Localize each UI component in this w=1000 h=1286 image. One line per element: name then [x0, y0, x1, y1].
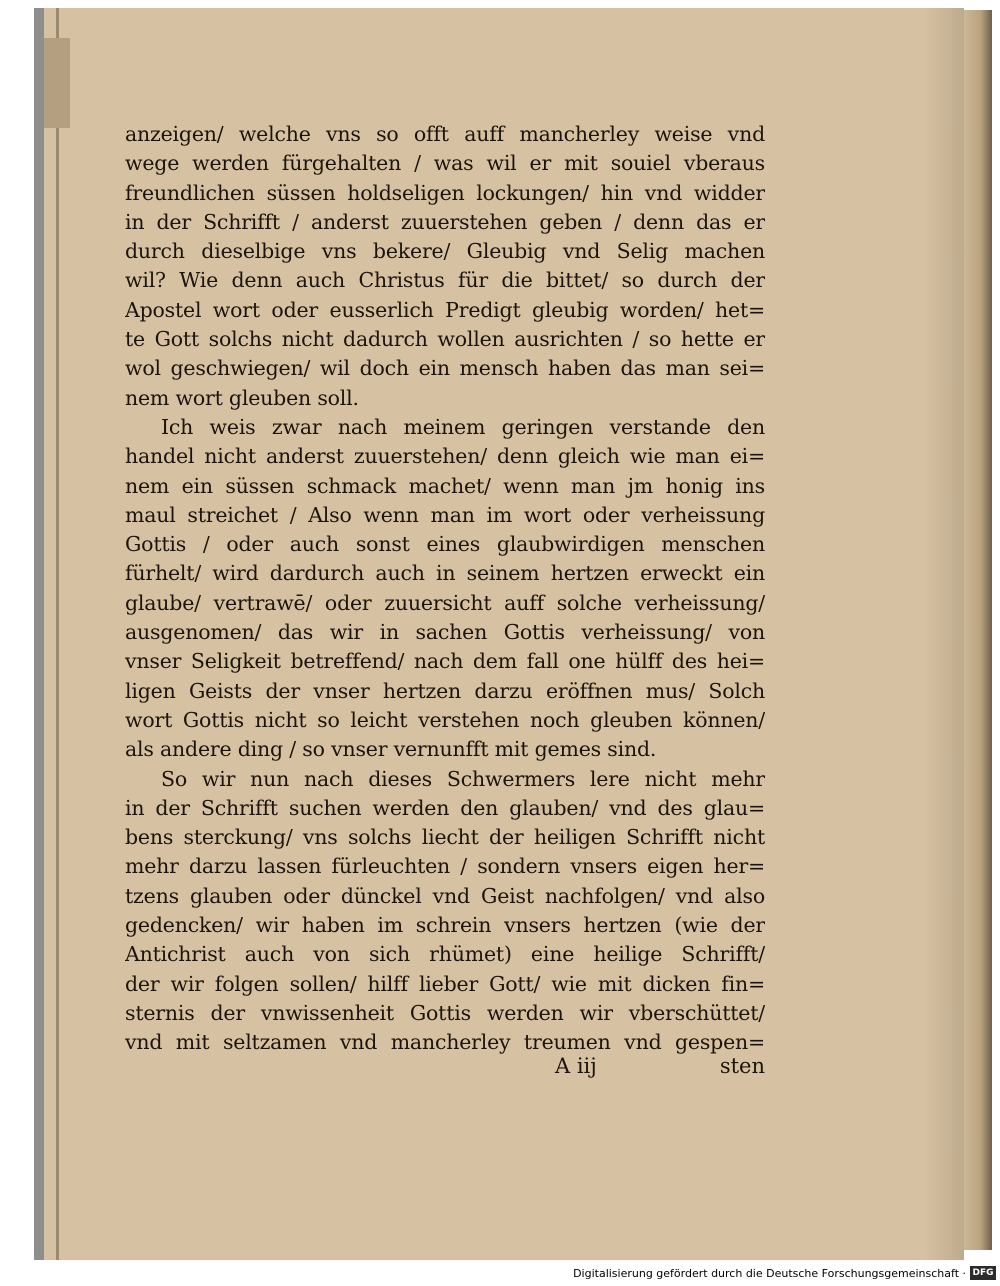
text-line: anzeigen/ welche vns so offt auff mancherley weise vnd: [125, 122, 765, 146]
text-line: fürhelt/ wird dardurch auch in seinem hertzen erweckt ein: [125, 561, 765, 586]
page-edge: [964, 10, 992, 1250]
text-line: nem ein süssen schmack machet/ wenn man jm honig ins: [125, 473, 765, 498]
text-line: Ich weis zwar nach meinem geringen verstande den: [161, 414, 765, 439]
text-line: ausgenomen/ das wir in sachen Gottis verheissung/ von: [125, 620, 765, 645]
text-line: freundlichen süssen holdseligen lockungen/ hin vnd widder: [125, 180, 765, 205]
text-line: maul streichet / Also wenn man im wort oder verheissung: [125, 502, 765, 527]
text-line: tzens glauben oder dünckel vnd Geist nachfolgen/ vnd also: [125, 883, 765, 908]
text-line: vnser Seligkeit betreffend/ nach dem fall one hülff des hei=: [125, 649, 765, 674]
text-line: handel nicht anderst zuuerstehen/ denn gleich wie man ei=: [125, 444, 765, 469]
text-line: in der Schrifft / anderst zuuerstehen geben / denn das er: [125, 209, 765, 234]
text-line: durch dieselbige vns bekere/ Gleubig vnd Selig machen: [125, 239, 765, 264]
text-line: vnd mit seltzamen vnd mancherley treumen vnd gespen=: [125, 1030, 765, 1055]
text-line: mehr darzu lassen fürleuchten / sondern vnsers eigen her=: [125, 854, 765, 879]
signature-mark: A iij: [555, 1054, 597, 1078]
dfg-logo: DFG: [970, 1266, 996, 1280]
page-shadow: [924, 8, 964, 1260]
text-line: glaube/ vertrawē/ oder zuuersicht auff solche verheissung/: [125, 590, 765, 615]
text-line: wil? Wie denn auch Christus für die bittet/ so durch der: [125, 268, 765, 293]
text-line: Antichrist auch von sich rhümet) eine heilige Schrifft/: [125, 942, 765, 967]
funding-footer: [0, 1262, 1000, 1286]
page-footer-line: [125, 1054, 765, 1084]
text-line: nem wort gleuben soll.: [125, 385, 359, 410]
funding-note: Digitalisierung gefördert durch die Deutsche Forschungsgemeinschaft ·: [573, 1267, 966, 1280]
text-line: Apostel wort oder eusserlich Predigt gleubig worden/ het=: [125, 297, 765, 322]
text-line: So wir nun nach dieses Schwermers lere nicht mehr: [161, 766, 765, 791]
text-line: der wir folgen sollen/ hilff lieber Gott/ wie mit dicken fin=: [125, 971, 765, 996]
text-line: sternis der vnwissenheit Gottis werden wir vberschüttet/: [125, 1000, 765, 1025]
text-line: in der Schrifft suchen werden den glauben/ vnd des glau=: [125, 795, 765, 820]
text-line: wort Gottis nicht so leicht verstehen noch gleuben können/: [125, 707, 765, 732]
body-text: [125, 120, 765, 1058]
binding-tape: [44, 38, 70, 128]
text-line: wege werden fürgehalten / was wil er mit souiel vberaus: [125, 151, 765, 176]
text-line: ligen Geists der vnser hertzen darzu eröffnen mus/ Solch: [125, 678, 765, 703]
catchword: sten: [719, 1054, 765, 1078]
text-line: gedencken/ wir haben im schrein vnsers hertzen (wie der: [125, 913, 765, 938]
gutter-line: [56, 8, 59, 1260]
text-line: wol geschwiegen/ wil doch ein mensch haben das man sei=: [125, 356, 765, 381]
text-line: te Gott solchs nicht dadurch wollen ausrichten / so hette er: [125, 327, 765, 352]
text-line: bens sterckung/ vns solchs liecht der heiligen Schrifft nicht: [125, 825, 765, 850]
text-line: Gottis / oder auch sonst eines glaubwirdigen menschen: [125, 532, 765, 557]
text-line: als andere ding / so vnser vernunfft mit gemes sind.: [125, 737, 657, 762]
